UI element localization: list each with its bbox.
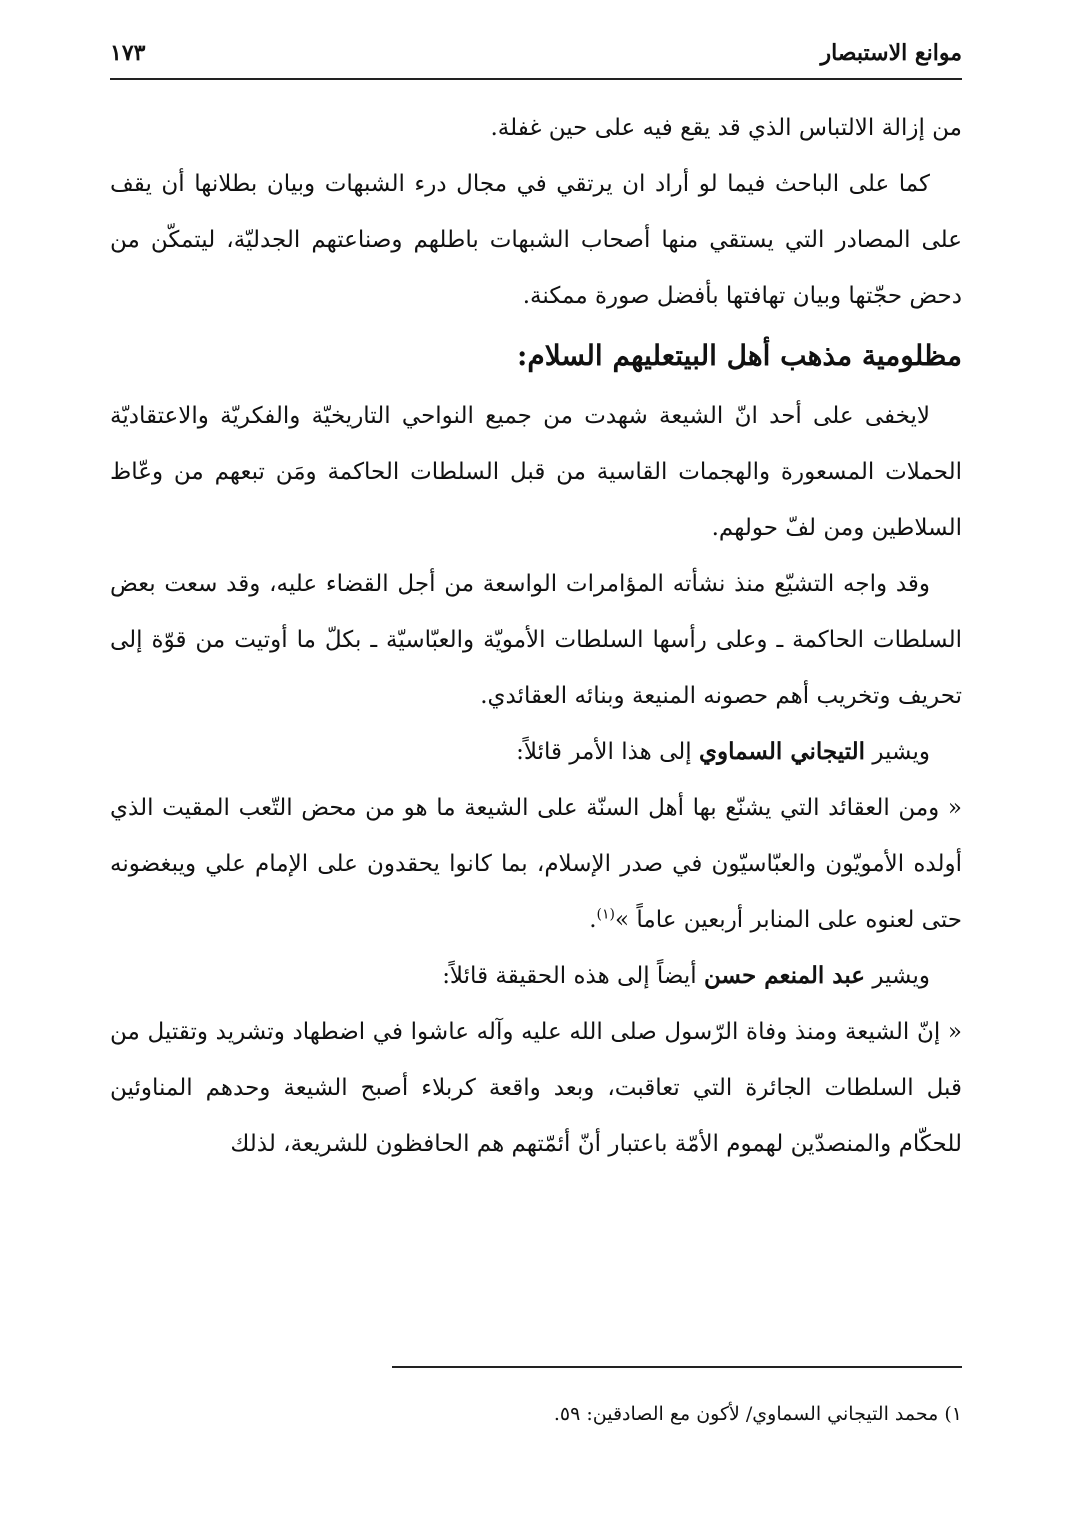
page-number: ١٧٣ (110, 40, 146, 66)
p6-before: ويشير (865, 963, 930, 989)
running-title: موانع الاستبصار (820, 40, 962, 66)
page-header (110, 36, 962, 76)
section-heading: مظلومية مذهب أهل البيتعليهم السلام: (517, 339, 962, 372)
p6-after: أيضاً إلى هذه الحقيقة قائلاً: (442, 963, 704, 989)
p5-before: ويشير (865, 739, 930, 765)
body-text (110, 100, 962, 1172)
paragraph-3: لايخفى على أحد انّ الشيعة شهدت من جميع النواحي التاريخيّة والفكريّة والاعتقاديّة الحملات المسعورة والهجمات القاسية من قبل السلطات الحاكمة ومَن تبعهم من وعّاظ السلاطين ومن لفّ حولهم. (110, 403, 962, 541)
quote-1 (110, 780, 962, 948)
paragraph-5 (110, 724, 962, 780)
paragraph-2: كما على الباحث فيما لو أراد ان يرتقي في مجال درء الشبهات وبيان بطلانها أن يقف على المصادر التي يستقي منها أصحاب الشبهات باطلهم وصناعتهم الجدليّة، ليتمكّن من دحض حجّتها وبيان تهافتها بأفضل صورة ممكنة. (110, 171, 962, 309)
author-name-tijani: التيجاني السماوي (698, 738, 866, 765)
footnote: ١) محمد التيجاني السماوي/ لأكون مع الصادقين: ٥٩. (553, 1403, 962, 1425)
p5-after: إلى هذا الأمر قائلاً: (516, 739, 699, 765)
header-rule (110, 78, 962, 80)
author-name-abdulmunim: عبد المنعم حسن (703, 962, 866, 989)
footnote-ref-1: (١) (596, 906, 615, 923)
footnote-rule (392, 1366, 962, 1368)
paragraph-4: وقد واجه التشيّع منذ نشأته المؤامرات الواسعة من أجل القضاء عليه، وقد سعت بعض السلطات الحاكمة ـ وعلى رأسها السلطات الأمويّة والعبّاسيّة ـ بكلّ ما أوتيت من قوّة إلى تحريف وتخريب أهم حصونه المنيعة وبنائه العقائدي. (110, 571, 962, 709)
quote-2: « إنّ الشيعة ومنذ وفاة الرّسول صلى الله عليه وآله عاشوا في اضطهاد وتشريد وتقتيل من قبل السلطات الجائرة التي تعاقبت، وبعد واقعة كربلاء أصبح الشيعة وحدهم المناوئين للحكّام والمنصدّين لهموم الأمّة باعتبار أنّ أئمّتهم هم الحافظون للشريعة، لذلك (110, 1019, 962, 1157)
paragraph-1: من إزالة الالتباس الذي قد يقع فيه على حين غفلة. (490, 115, 962, 141)
paragraph-6 (110, 948, 962, 1004)
quote-1-text: « ومن العقائد التي يشنّع بها أهل السنّة على الشيعة ما هو من محض التّعب المقيت الذي أولده الأمويّون والعبّاسيّون في صدر الإسلام، بما كانوا يحقدون على الإمام علي ويبغضونه حتى لعنوه على المنابر أربعين عاماً » (110, 795, 962, 933)
quote-1-end: . (589, 907, 597, 933)
